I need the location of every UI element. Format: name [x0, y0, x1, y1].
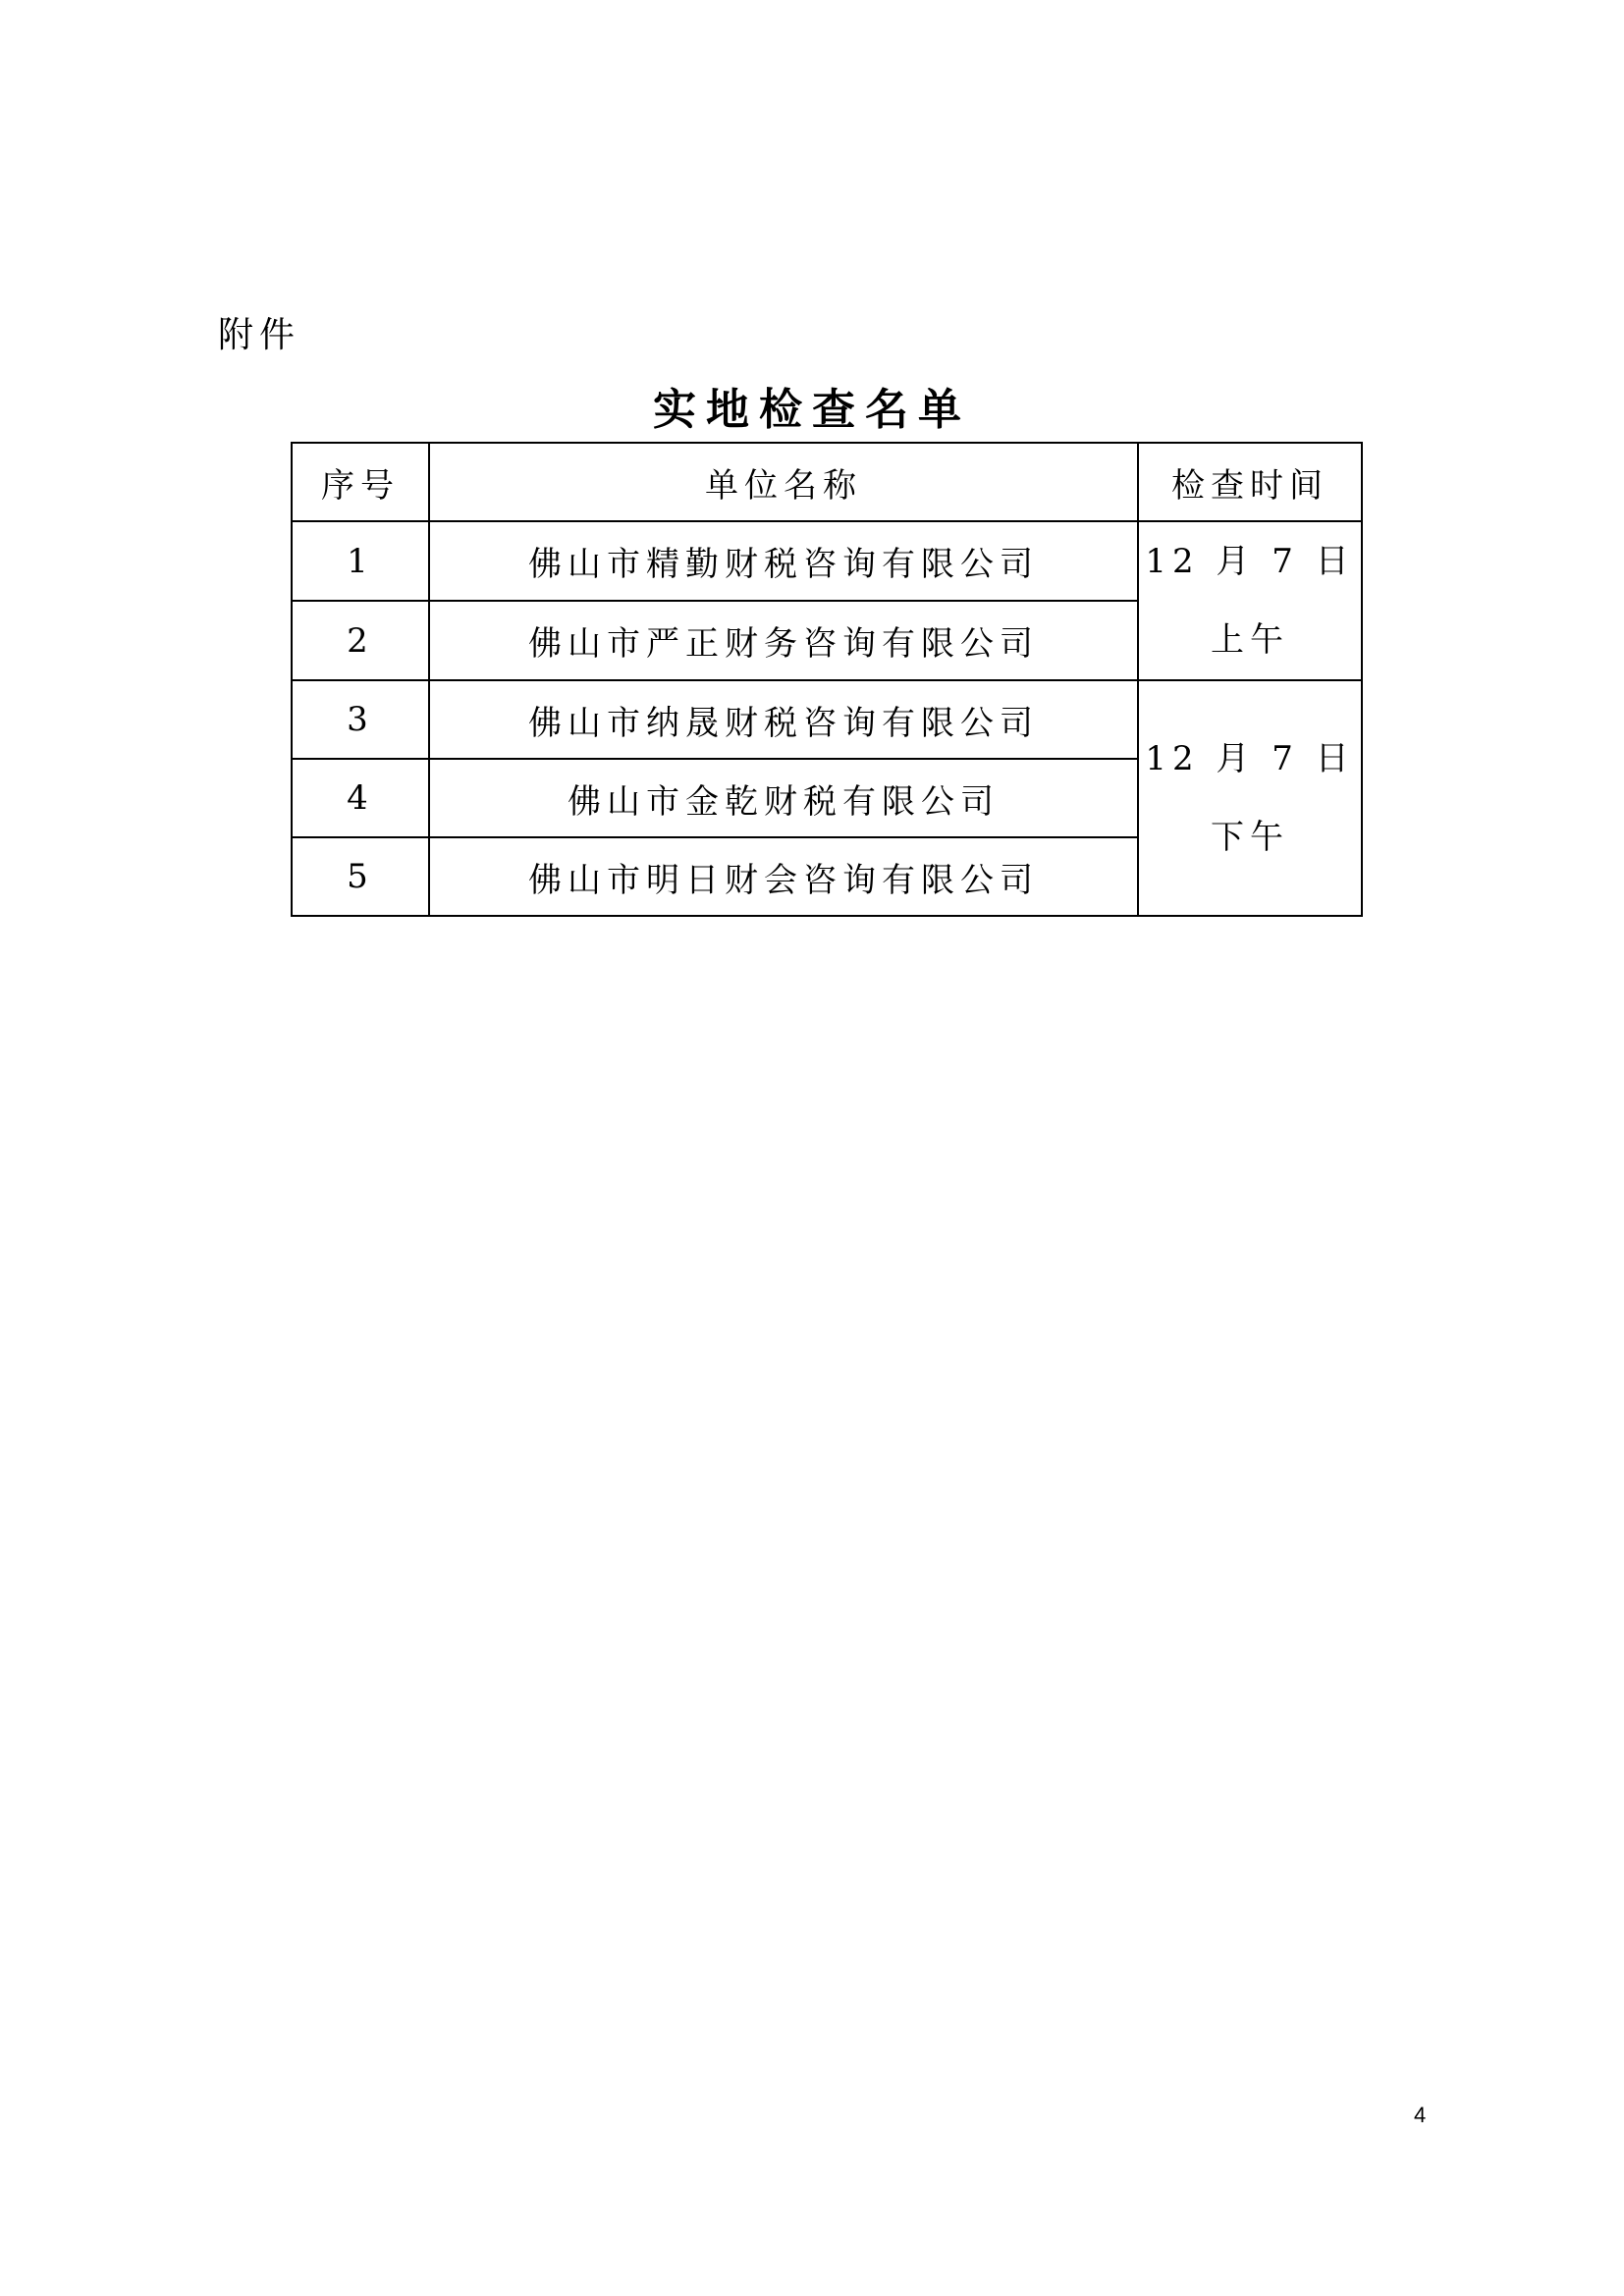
- header-unit-name: 单位名称: [429, 443, 1138, 521]
- inspection-list-table: [291, 442, 1363, 917]
- inspection-time-morning: [1138, 521, 1362, 680]
- row-number: 5: [292, 837, 429, 916]
- row-number: 2: [292, 601, 429, 680]
- row-number: 1: [292, 521, 429, 601]
- header-number: 序号: [292, 443, 429, 521]
- table-row: [292, 521, 1362, 601]
- row-unit-name: 佛山市严正财务咨询有限公司: [429, 601, 1138, 680]
- inspection-time-afternoon: [1138, 680, 1362, 916]
- table-row: [292, 680, 1362, 759]
- row-unit-name: 佛山市纳晟财税咨询有限公司: [429, 680, 1138, 759]
- time-date: 12 月 7 日: [1145, 739, 1355, 778]
- row-unit-name: 佛山市金乾财税有限公司: [429, 759, 1138, 837]
- time-period: 下午: [1211, 818, 1289, 857]
- row-number: 3: [292, 680, 429, 759]
- page-number: 4: [1414, 2103, 1427, 2127]
- time-date: 12 月 7 日: [1145, 542, 1355, 581]
- attachment-label: 附件: [218, 315, 301, 355]
- table-header-row: [292, 443, 1362, 521]
- time-period: 上午: [1211, 620, 1289, 660]
- row-unit-name: 佛山市精勤财税咨询有限公司: [429, 521, 1138, 601]
- document-title: 实地检查名单: [653, 385, 971, 435]
- row-unit-name: 佛山市明日财会咨询有限公司: [429, 837, 1138, 916]
- row-number: 4: [292, 759, 429, 837]
- header-inspection-time: 检查时间: [1138, 443, 1362, 521]
